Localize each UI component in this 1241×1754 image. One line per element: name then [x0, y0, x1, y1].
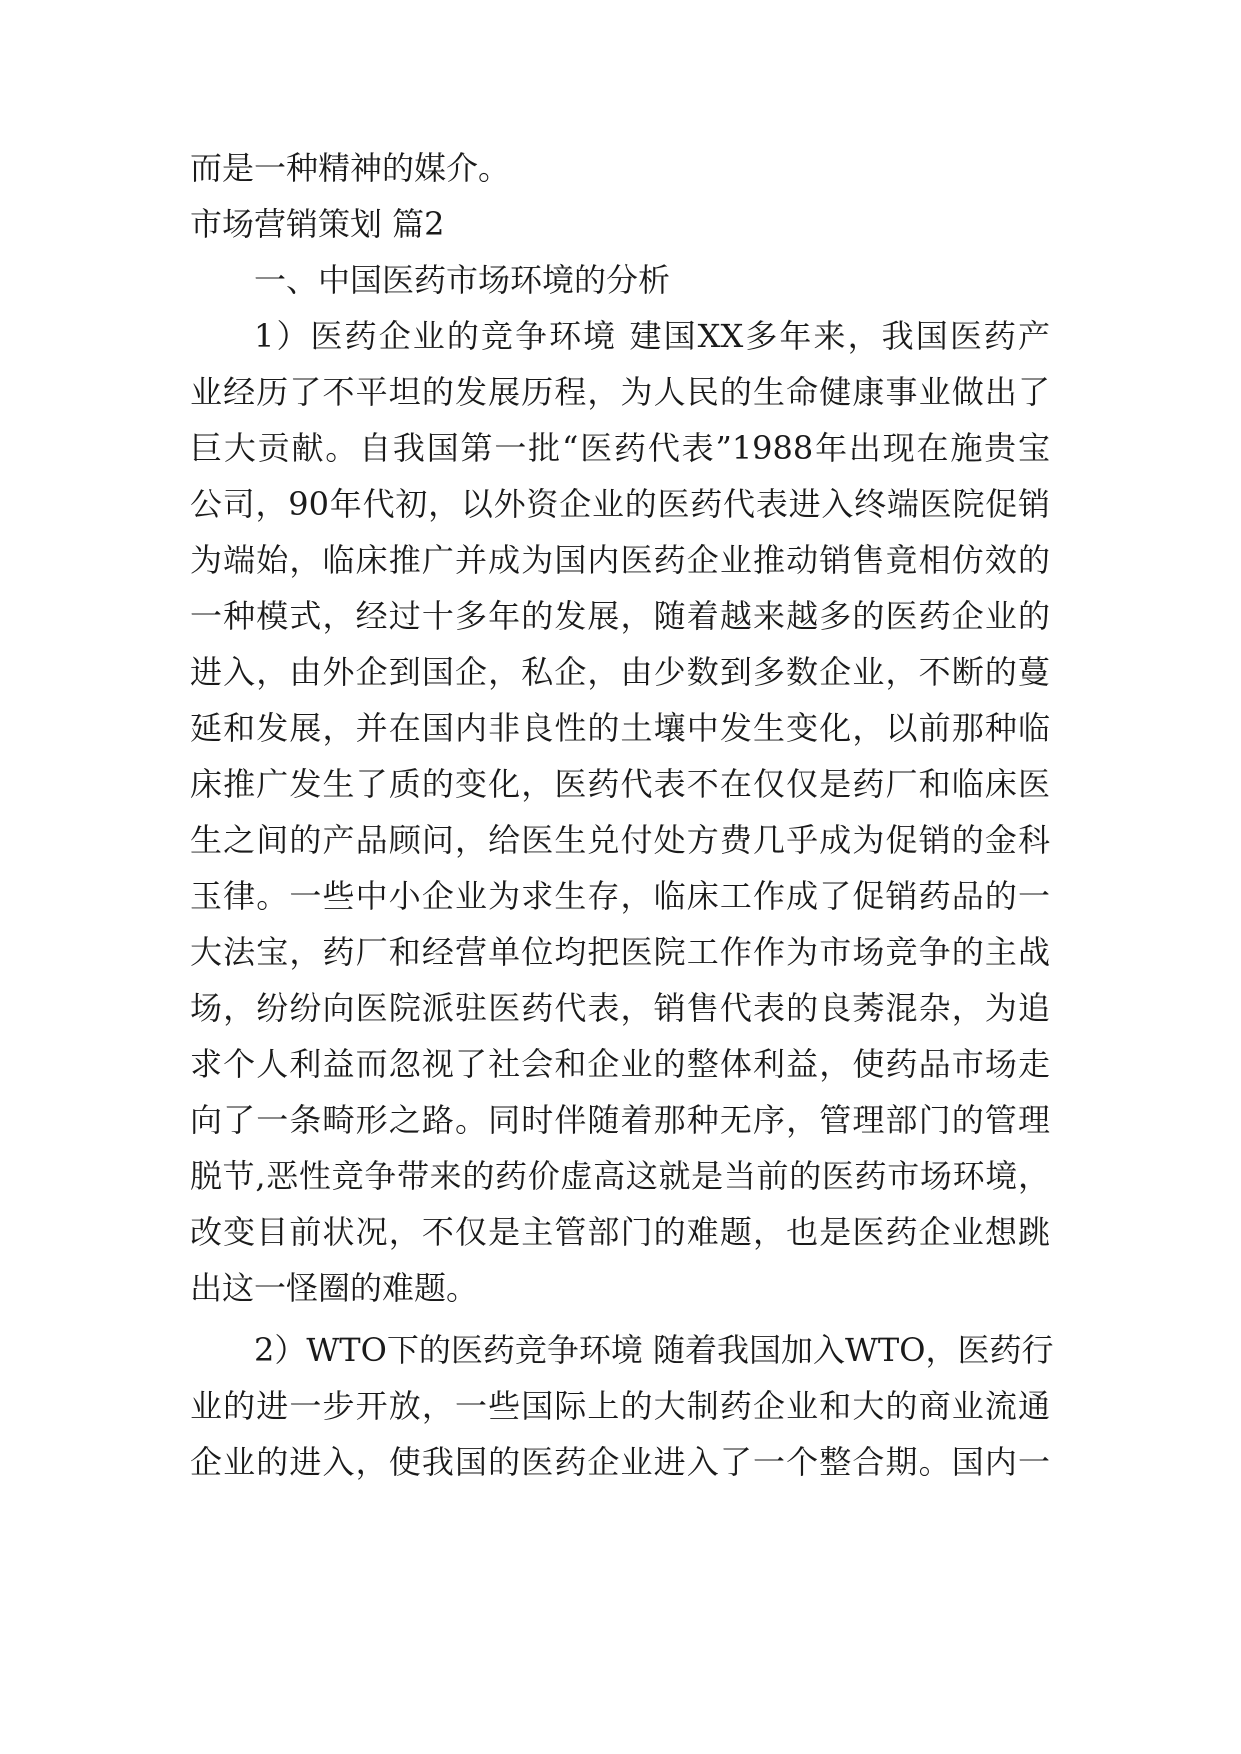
paragraph-line: 玉律。一些中小企业为求生存，临床工作成了促销药品的一 — [190, 877, 1050, 915]
section-heading: 市场营销策划 篇2 — [190, 205, 445, 243]
subsection-heading: 一、中国医药市场环境的分析 — [254, 261, 671, 299]
paragraph-line: 脱节,恶性竞争带来的药价虚高这就是当前的医药市场环境， — [190, 1157, 1050, 1195]
paragraph-line: 2）WTO下的医药竞争环境 随着我国加入WTO，医药行 — [254, 1331, 1054, 1369]
paragraph-line: 生之间的产品顾问，给医生兑付处方费几乎成为促销的金科 — [190, 821, 1050, 859]
paragraph-line: 巨大贡献。自我国第一批“医药代表”1988年出现在施贵宝 — [190, 429, 1050, 467]
paragraph-line: 业的进一步开放，一些国际上的大制药企业和大的商业流通 — [190, 1387, 1050, 1425]
paragraph-line: 场，纷纷向医院派驻医药代表，销售代表的良莠混杂，为追 — [190, 989, 1050, 1027]
paragraph-line: 一种模式，经过十多年的发展，随着越来越多的医药企业的 — [190, 597, 1050, 635]
paragraph-line: 向了一条畸形之路。同时伴随着那种无序，管理部门的管理 — [190, 1101, 1050, 1139]
paragraph-line: 公司，90年代初，以外资企业的医药代表进入终端医院促销 — [190, 485, 1050, 523]
paragraph-line: 进入，由外企到国企，私企，由少数到多数企业，不断的蔓 — [190, 653, 1050, 691]
paragraph-line: 大法宝，药厂和经营单位均把医院工作作为市场竞争的主战 — [190, 933, 1050, 971]
paragraph-line: 1）医药企业的竞争环境 建国XX多年来，我国医药产 — [254, 317, 1050, 355]
paragraph-line: 出这一怪圈的难题。 — [190, 1269, 479, 1307]
paragraph-line: 延和发展，并在国内非良性的土壤中发生变化，以前那种临 — [190, 709, 1050, 747]
paragraph-line: 求个人利益而忽视了社会和企业的整体利益，使药品市场走 — [190, 1045, 1050, 1083]
paragraph-line: 为端始，临床推广并成为国内医药企业推动销售竟相仿效的 — [190, 541, 1050, 579]
paragraph-line: 改变目前状况，不仅是主管部门的难题，也是医药企业想跳 — [190, 1213, 1050, 1251]
paragraph-line: 业经历了不平坦的发展历程，为人民的生命健康事业做出了 — [190, 373, 1050, 411]
paragraph-line: 企业的进入，使我国的医药企业进入了一个整合期。国内一 — [190, 1443, 1050, 1481]
paragraph-line: 床推广发生了质的变化，医药代表不在仅仅是药厂和临床医 — [190, 765, 1050, 803]
text-line: 而是一种精神的媒介。 — [190, 149, 511, 187]
